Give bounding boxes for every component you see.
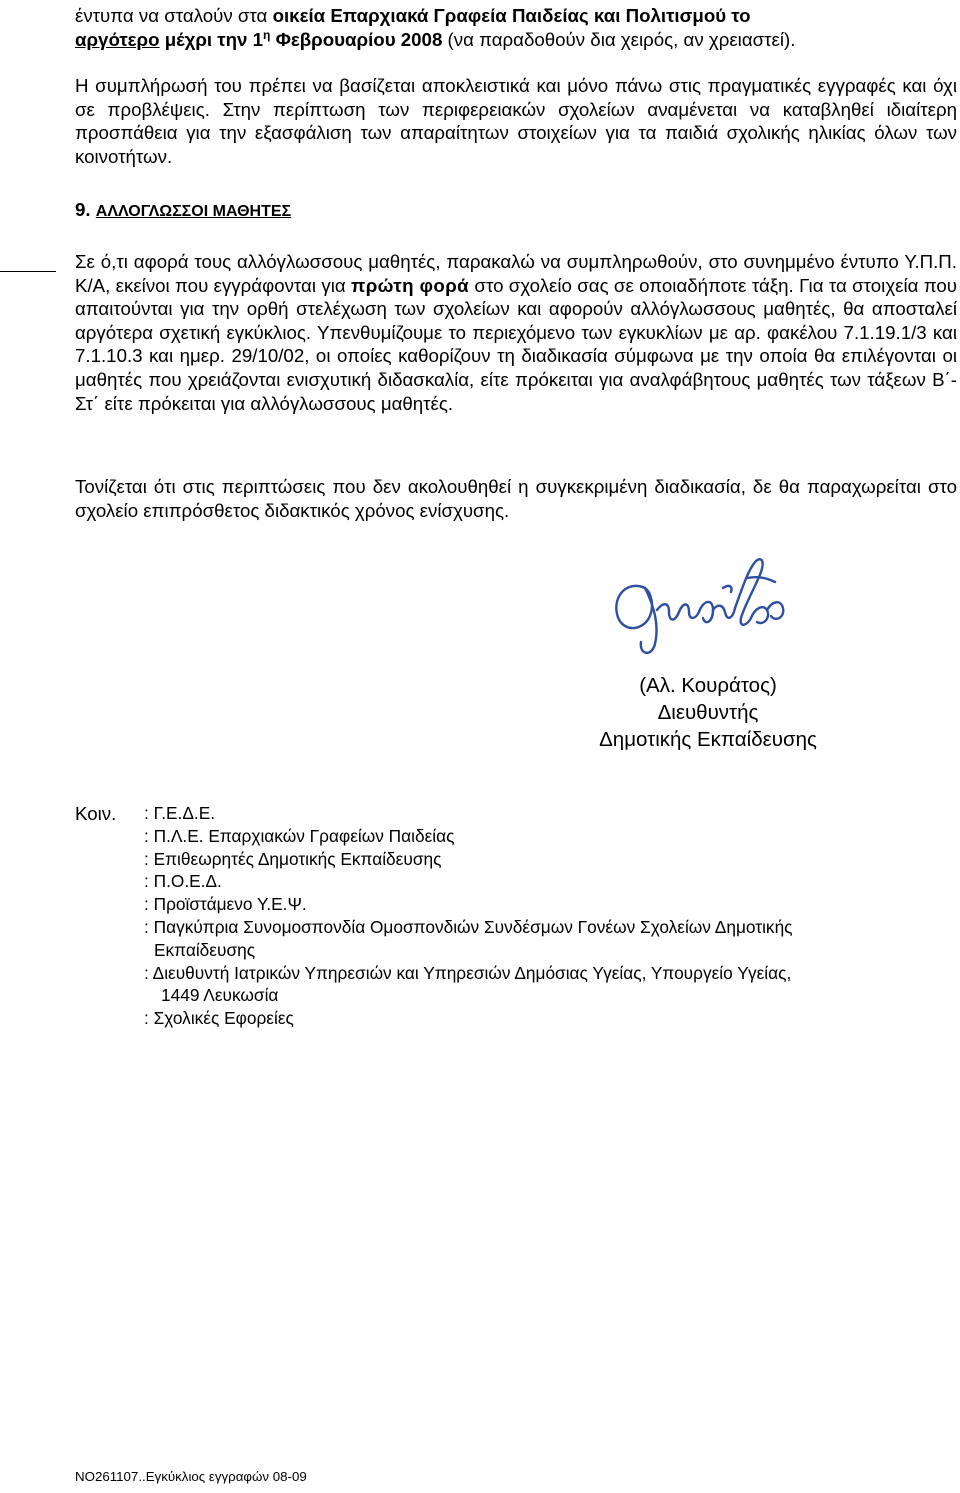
paragraph-registrations: Η συμπλήρωσή του πρέπει να βασίζεται αποκλειστικά και μόνο πάνω στις πραγματικές εγγραφές και όχι σε προβλέψεις. Στην περίπτωση των περιφερειακών σχολείων αναμένεται να καταβληθεί ιδιαίτερη προσπάθεια για την εξασφάλιση των απαραίτητων στοιχείων για τα παιδιά σχολικής ηλικίας όλων των κοινοτήτων.: [75, 75, 957, 167]
text-run: (να παραδοθούν δια χειρός, αν χρειαστεί).: [442, 28, 796, 50]
text-bold-underline: αργότερο: [75, 28, 160, 50]
cc-item: : Π.Ο.Ε.Δ.: [144, 871, 222, 892]
cc-item: : Επιθεωρητές Δημοτικής Εκπαίδευσης: [144, 848, 442, 869]
cc-label: Κοιν.: [75, 803, 117, 824]
text-bold: οικεία Επαρχιακά Γραφεία Παιδείας και Πολιτισμού το: [272, 5, 751, 26]
cc-item: : Π.Λ.Ε. Επαρχιακών Γραφείων Παιδείας: [144, 825, 455, 846]
text-run: Σε ό,τι αφορά τους αλλόγλωσσους μαθητές, παρακαλώ να συμπληρωθούν, στο συνημμένο έντυπο Υ.Π.Π. Κ/Α, εκείνοι που εγγράφονται για: [75, 251, 957, 296]
text-bold: πρώτη φορά: [351, 274, 470, 296]
text-run: στο σχολείο σας σε οποιαδήποτε τάξη. Για τα στοιχεία που απαιτούνται για την ορθή στελέχωση των σχολείων και αφορούν αλλόγλωσσους μαθητές, θα αποσταλεί αργότερα σχετική εγκύκλιος. Υπενθυμίζουμε το περιεχόμενο των εγκυκλίων με αρ. φακέλου 7.1.19.1/3 και 7.1.10.3 και ημερ. 29/10/02, οι οποίες καθορίζουν τη διαδικασία σύμφωνα με την οποία θα επιλέγονται οι μαθητές που χρειάζονται ενισχυτική διδασκαλία, είτε πρόκειται για αναλφάβητους μαθητές των τάξεων Β΄- Στ΄ είτε πρόκειται για αλλόγλωσσους μαθητές.: [75, 274, 957, 414]
superscript: η: [263, 27, 271, 42]
cc-item-continuation: 1449 Λευκωσία: [161, 985, 279, 1006]
section-number: 9.: [75, 199, 96, 220]
footer-reference: ΝΟ261107..Εγκύκλιος εγγραφών 08-09: [75, 1469, 307, 1484]
signatory-title: Διευθυντής: [657, 701, 759, 724]
section-heading: [75, 198, 291, 224]
margin-rule: [0, 271, 56, 272]
paragraph-deadline: [75, 4, 957, 51]
cc-item: : Παγκύπρια Συνομοσπονδία Ομοσπονδιών Συνδέσμων Γονέων Σχολείων Δημοτικής: [144, 916, 793, 937]
text-run: έντυπα να σταλούν στα: [75, 5, 273, 26]
signatory-block: [578, 672, 838, 753]
cc-item: : Σχολικές Εφορείες: [144, 1008, 294, 1029]
cc-list: [144, 802, 934, 1030]
paragraph-emphasis: Τονίζεται ότι στις περιπτώσεις που δεν ακολουθηθεί η συγκεκριμένη διαδικασία, δε θα παραχωρείται στο σχολείο επιπρόσθετος διδακτικός χρόνος ενίσχυσης.: [75, 476, 957, 521]
text-bold: μέχρι την 1: [159, 28, 264, 50]
cc-item: : Διευθυντή Ιατρικών Υπηρεσιών και Υπηρεσιών Δημόσιας Υγείας, Υπουργείο Υγείας,: [144, 962, 792, 983]
section-title: ΑΛΛΟΓΛΩΣΣΟΙ ΜΑΘΗΤΕΣ: [95, 203, 292, 220]
text-bold: Φεβρουαρίου 2008: [270, 28, 443, 50]
cc-item-continuation: Εκπαίδευσης: [154, 939, 256, 960]
cc-item: : Γ.Ε.Δ.Ε.: [144, 803, 216, 823]
signatory-department: Δημοτικής Εκπαίδευσης: [599, 728, 817, 751]
cc-item: : Προϊστάμενο Υ.Ε.Ψ.: [144, 894, 307, 915]
signatory-name: (Αλ. Κουράτος): [639, 674, 777, 697]
signature-image: [605, 548, 795, 668]
paragraph-foreign-students: [75, 250, 957, 415]
